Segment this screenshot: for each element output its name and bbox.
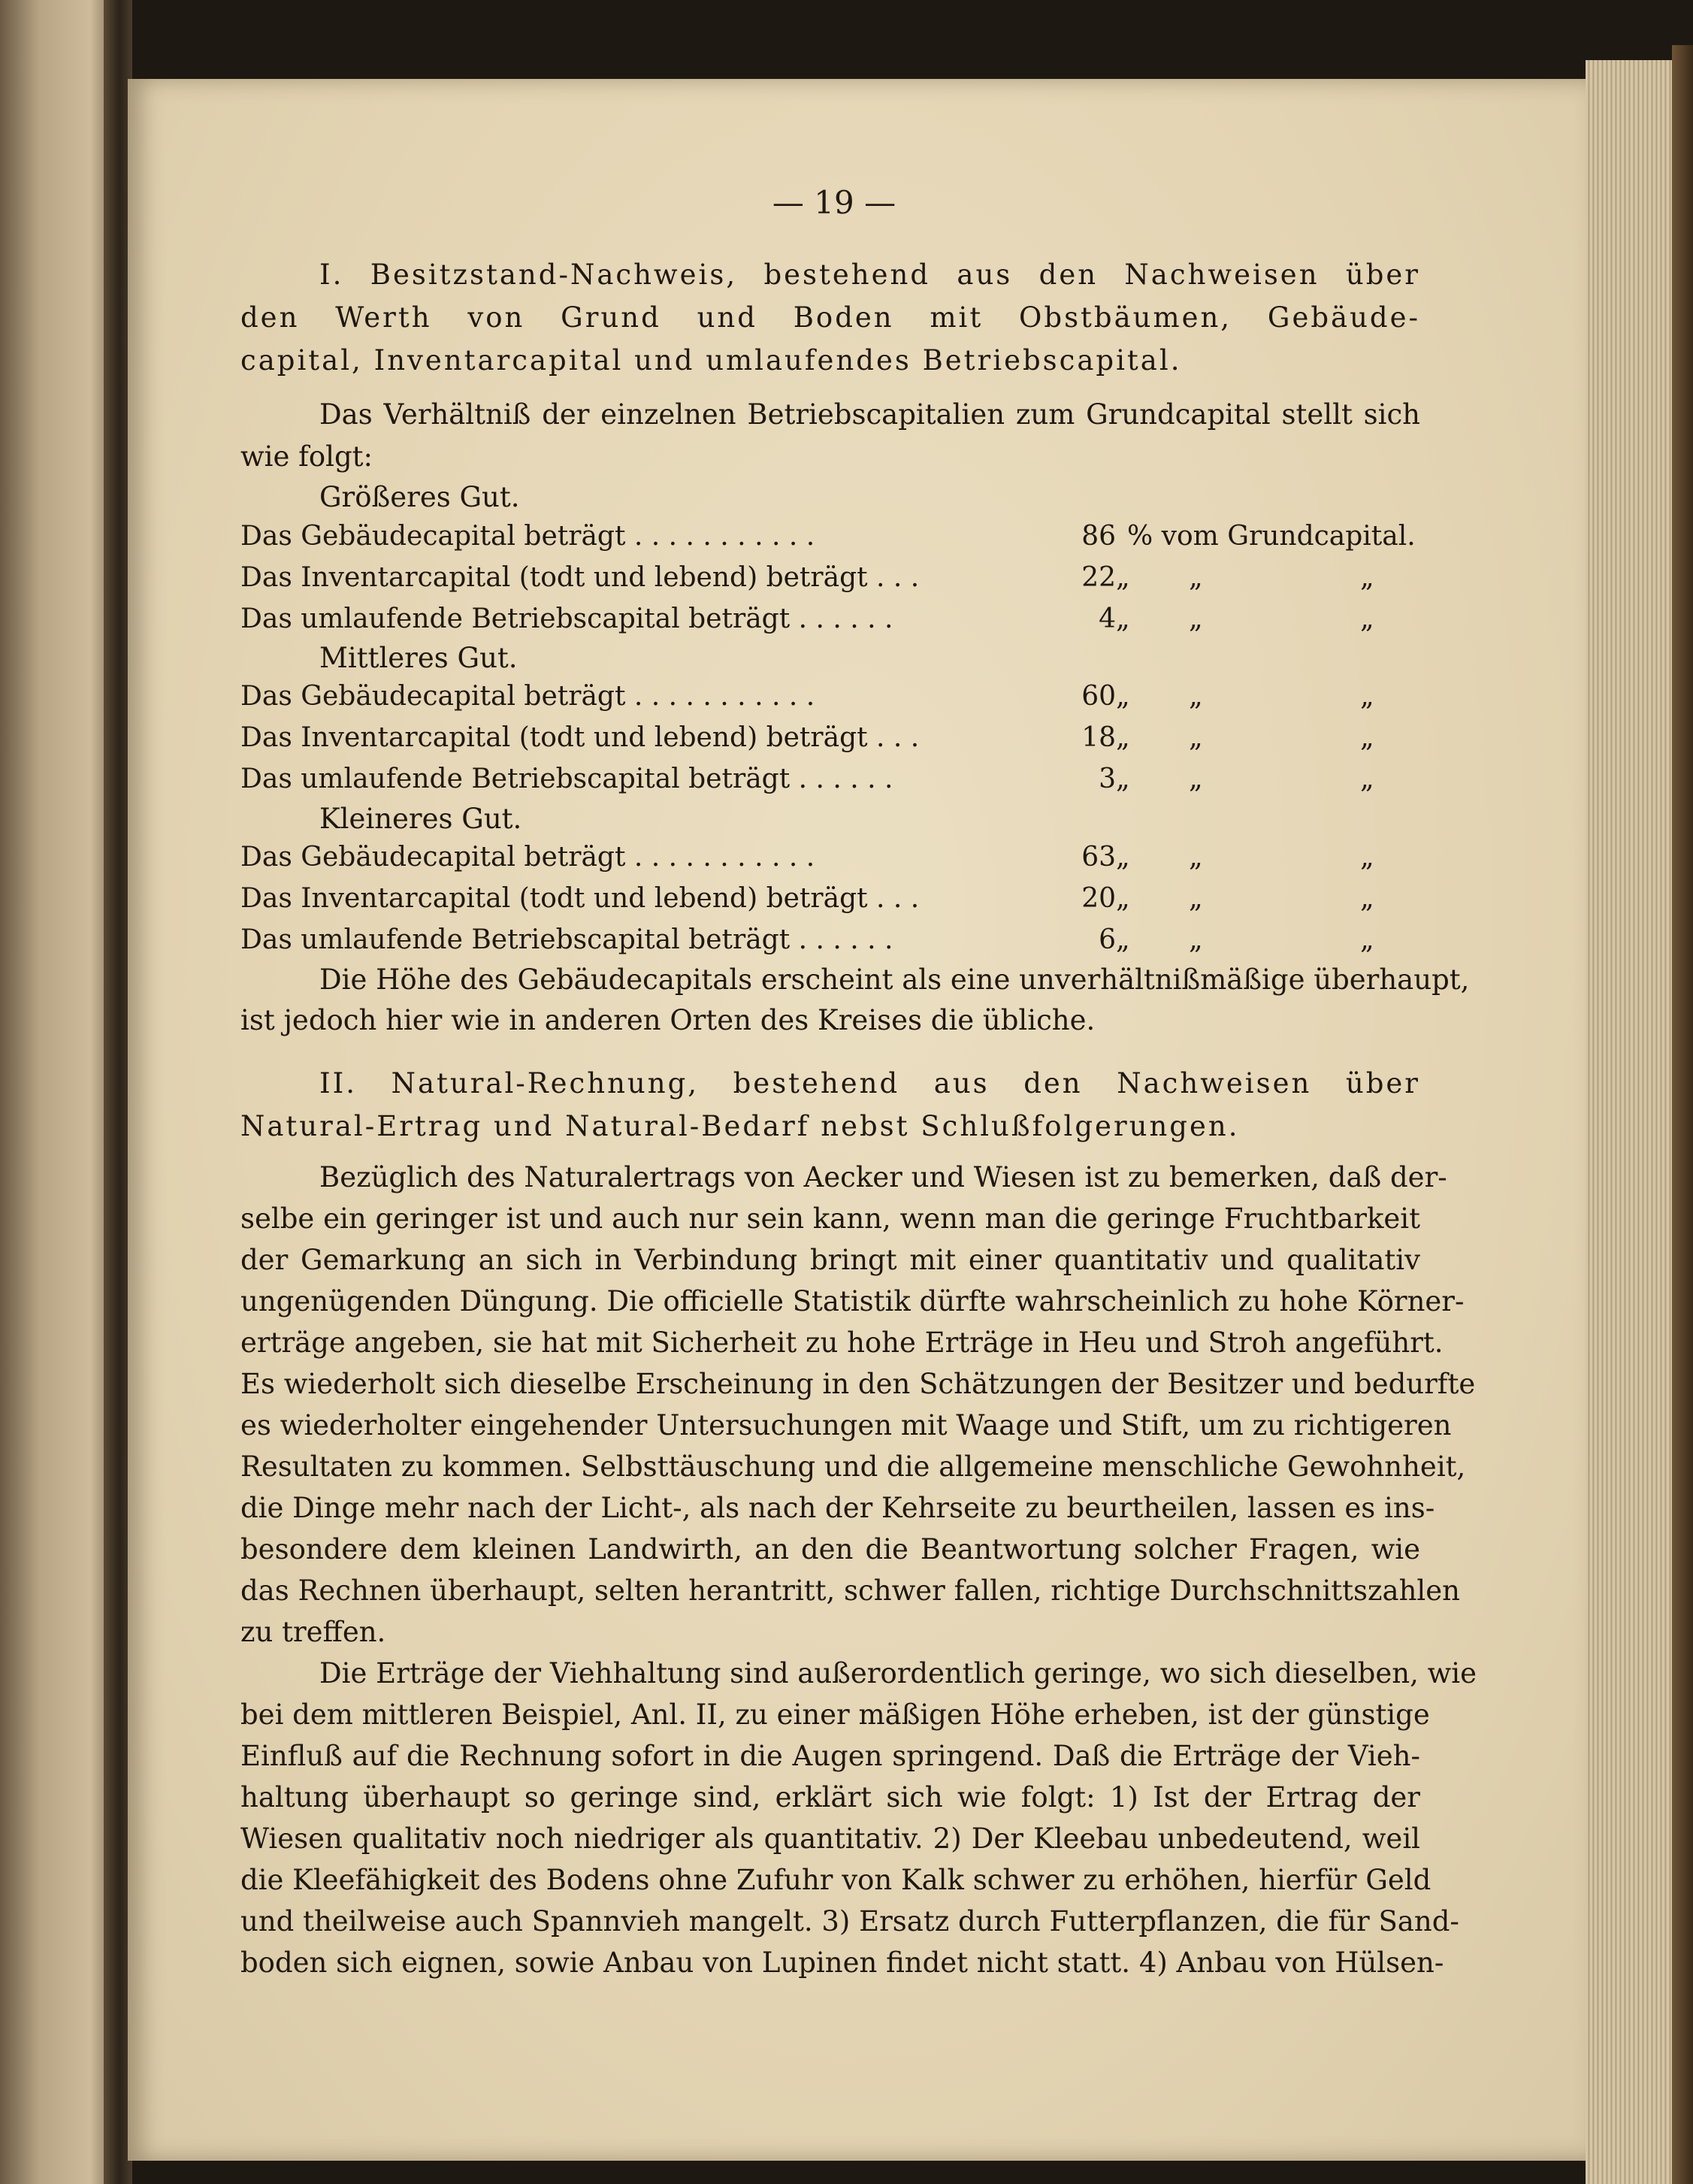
ditto-mark: „ <box>1189 562 1203 593</box>
section1-intro-line: wie folgt: <box>240 440 373 473</box>
paragraph-line: die Kleefähigkeit des Bodens ohne Zufuhr von Kalk schwer zu erhöhen, hierfür Geld <box>240 1864 1431 1896</box>
row-unit: % vom Grundcapital. <box>1127 521 1416 552</box>
section1-closing-line: Die Höhe des Gebäudecapitals erscheint als eine unverhältnißmäßige überhaupt, <box>319 963 1470 996</box>
row-label: Das umlaufende Betriebscapital beträgt . . . . . . <box>240 924 893 955</box>
table-row <box>240 922 1420 960</box>
paragraph-line: der Gemarkung an sich in Verbindung bringt mit einer quantitativ und qualitativ <box>240 1244 1420 1276</box>
row-label: Das Inventarcapital (todt und lebend) beträgt . . . <box>240 722 920 753</box>
paragraph-line: erträge angeben, sie hat mit Sicherheit zu hohe Erträge in Heu und Stroh angeführt. <box>240 1326 1444 1359</box>
paragraph-line: Einfluß auf die Rechnung sofort in die Augen springend. Daß die Erträge der Vieh- <box>240 1740 1420 1772</box>
row-value: 20 <box>1081 883 1116 914</box>
row-value: 6 <box>1099 924 1116 955</box>
row-label: Das umlaufende Betriebscapital beträgt . . . . . . <box>240 603 893 634</box>
table-row <box>240 679 1420 716</box>
row-value: 4 <box>1099 603 1116 634</box>
ditto-mark: „ <box>1116 842 1130 873</box>
ditto-mark: „ <box>1189 924 1203 955</box>
paragraph-line: bei dem mittleren Beispiel, Anl. II, zu einer mäßigen Höhe erheben, ist der günstige <box>240 1698 1430 1731</box>
ditto-mark: „ <box>1360 722 1374 753</box>
row-value: 63 <box>1081 842 1116 873</box>
paragraph-line: Die Erträge der Viehhaltung sind außerordentlich geringe, wo sich dieselben, wie <box>319 1657 1477 1689</box>
ditto-mark: „ <box>1360 764 1374 794</box>
ditto-mark: „ <box>1116 603 1130 634</box>
group-title: Kleineres Gut. <box>319 803 522 835</box>
row-value: 22 <box>1081 562 1116 593</box>
ditto-mark: „ <box>1360 842 1374 873</box>
row-label: Das Gebäudecapital beträgt . . . . . . . . . . . <box>240 521 815 552</box>
ditto-mark: „ <box>1360 562 1374 593</box>
ditto-mark: „ <box>1360 924 1374 955</box>
paragraph-line: die Dinge mehr nach der Licht-, als nach der Kehrseite zu beurtheilen, lassen es ins- <box>240 1492 1435 1524</box>
table-row <box>240 720 1420 758</box>
paragraph-line: Bezüglich des Naturalertrags von Aecker und Wiesen ist zu bemerken, daß der- <box>319 1161 1447 1193</box>
page-number: — 19 — <box>772 184 896 221</box>
section2-heading-line: II. Natural-Rechnung, bestehend aus den Nachweisen über <box>319 1067 1420 1100</box>
row-label: Das Inventarcapital (todt und lebend) beträgt . . . <box>240 562 920 593</box>
group-title: Größeres Gut. <box>319 481 520 513</box>
table-row <box>240 761 1420 799</box>
paragraph-line: Resultaten zu kommen. Selbsttäuschung und die allgemeine menschliche Gewohnheit, <box>240 1450 1466 1483</box>
row-value: 86 <box>1081 521 1116 552</box>
section1-closing-line: ist jedoch hier wie in anderen Orten des Kreises die übliche. <box>240 1004 1096 1036</box>
paragraph-line: das Rechnen überhaupt, selten herantritt, schwer fallen, richtige Durchschnittszahlen <box>240 1574 1460 1607</box>
ditto-mark: „ <box>1116 924 1130 955</box>
ditto-mark: „ <box>1360 603 1374 634</box>
section1-heading-line: capital, Inventarcapital und umlaufendes Betriebscapital. <box>240 344 1182 377</box>
table-row <box>240 839 1420 877</box>
paragraph-line: Es wiederholt sich dieselbe Erscheinung in den Schätzungen der Besitzer und bedurfte <box>240 1368 1476 1400</box>
table-row <box>240 601 1420 639</box>
ditto-mark: „ <box>1116 722 1130 753</box>
ditto-mark: „ <box>1116 764 1130 794</box>
row-value: 60 <box>1081 681 1116 712</box>
paragraph-line: zu treffen. <box>240 1616 386 1648</box>
table-row <box>240 560 1420 597</box>
row-value: 18 <box>1081 722 1116 753</box>
ditto-mark: „ <box>1116 562 1130 593</box>
row-label: Das Gebäudecapital beträgt . . . . . . . . . . . <box>240 842 815 873</box>
left-page-edge <box>0 0 113 2184</box>
row-label: Das Inventarcapital (todt und lebend) beträgt . . . <box>240 883 920 914</box>
row-value: 3 <box>1099 764 1116 794</box>
section1-heading-line: den Werth von Grund und Boden mit Obstbäumen, Gebäude- <box>240 301 1420 334</box>
row-label: Das umlaufende Betriebscapital beträgt . . . . . . <box>240 764 893 794</box>
paragraph-line: ungenügenden Düngung. Die officielle Statistik dürfte wahrscheinlich zu hohe Körner- <box>240 1285 1465 1317</box>
ditto-mark: „ <box>1360 681 1374 712</box>
ditto-mark: „ <box>1189 681 1203 712</box>
section2-heading-line: Natural-Ertrag und Natural-Bedarf nebst Schlußfolgerungen. <box>240 1110 1240 1142</box>
paragraph-line: Wiesen qualitativ noch niedriger als quantitativ. 2) Der Kleebau unbedeutend, weil <box>240 1823 1420 1855</box>
paragraph-line: es wiederholter eingehender Untersuchungen mit Waage und Stift, um zu richtigeren <box>240 1409 1452 1441</box>
ditto-mark: „ <box>1360 883 1374 914</box>
table-row <box>240 519 1420 556</box>
table-row <box>240 881 1420 918</box>
paragraph-line: haltung überhaupt so geringe sind, erklärt sich wie folgt: 1) Ist der Ertrag der <box>240 1781 1420 1813</box>
group-title: Mittleres Gut. <box>319 642 518 674</box>
ditto-mark: „ <box>1189 722 1203 753</box>
ditto-mark: „ <box>1189 603 1203 634</box>
paragraph-line: selbe ein geringer ist und auch nur sein kann, wenn man die geringe Fruchtbarkeit <box>240 1202 1420 1235</box>
paragraph-line: besondere dem kleinen Landwirth, an den die Beantwortung solcher Fragen, wie <box>240 1533 1420 1565</box>
ditto-mark: „ <box>1116 681 1130 712</box>
paragraph-line: boden sich eignen, sowie Anbau von Lupinen findet nicht statt. 4) Anbau von Hülsen- <box>240 1947 1444 1979</box>
ditto-mark: „ <box>1189 883 1203 914</box>
ditto-mark: „ <box>1116 883 1130 914</box>
paragraph-line: und theilweise auch Spannvieh mangelt. 3) Ersatz durch Futterpflanzen, die für Sand- <box>240 1905 1459 1937</box>
ditto-mark: „ <box>1189 842 1203 873</box>
section1-intro-line: Das Verhältniß der einzelnen Betriebscapitalien zum Grundcapital stellt sich <box>319 398 1420 431</box>
book-binding <box>1672 45 1693 2184</box>
ditto-mark: „ <box>1189 764 1203 794</box>
section1-heading-line: I. Besitzstand-Nachweis, bestehend aus den Nachweisen über <box>319 259 1420 291</box>
row-label: Das Gebäudecapital beträgt . . . . . . . . . . . <box>240 681 815 712</box>
